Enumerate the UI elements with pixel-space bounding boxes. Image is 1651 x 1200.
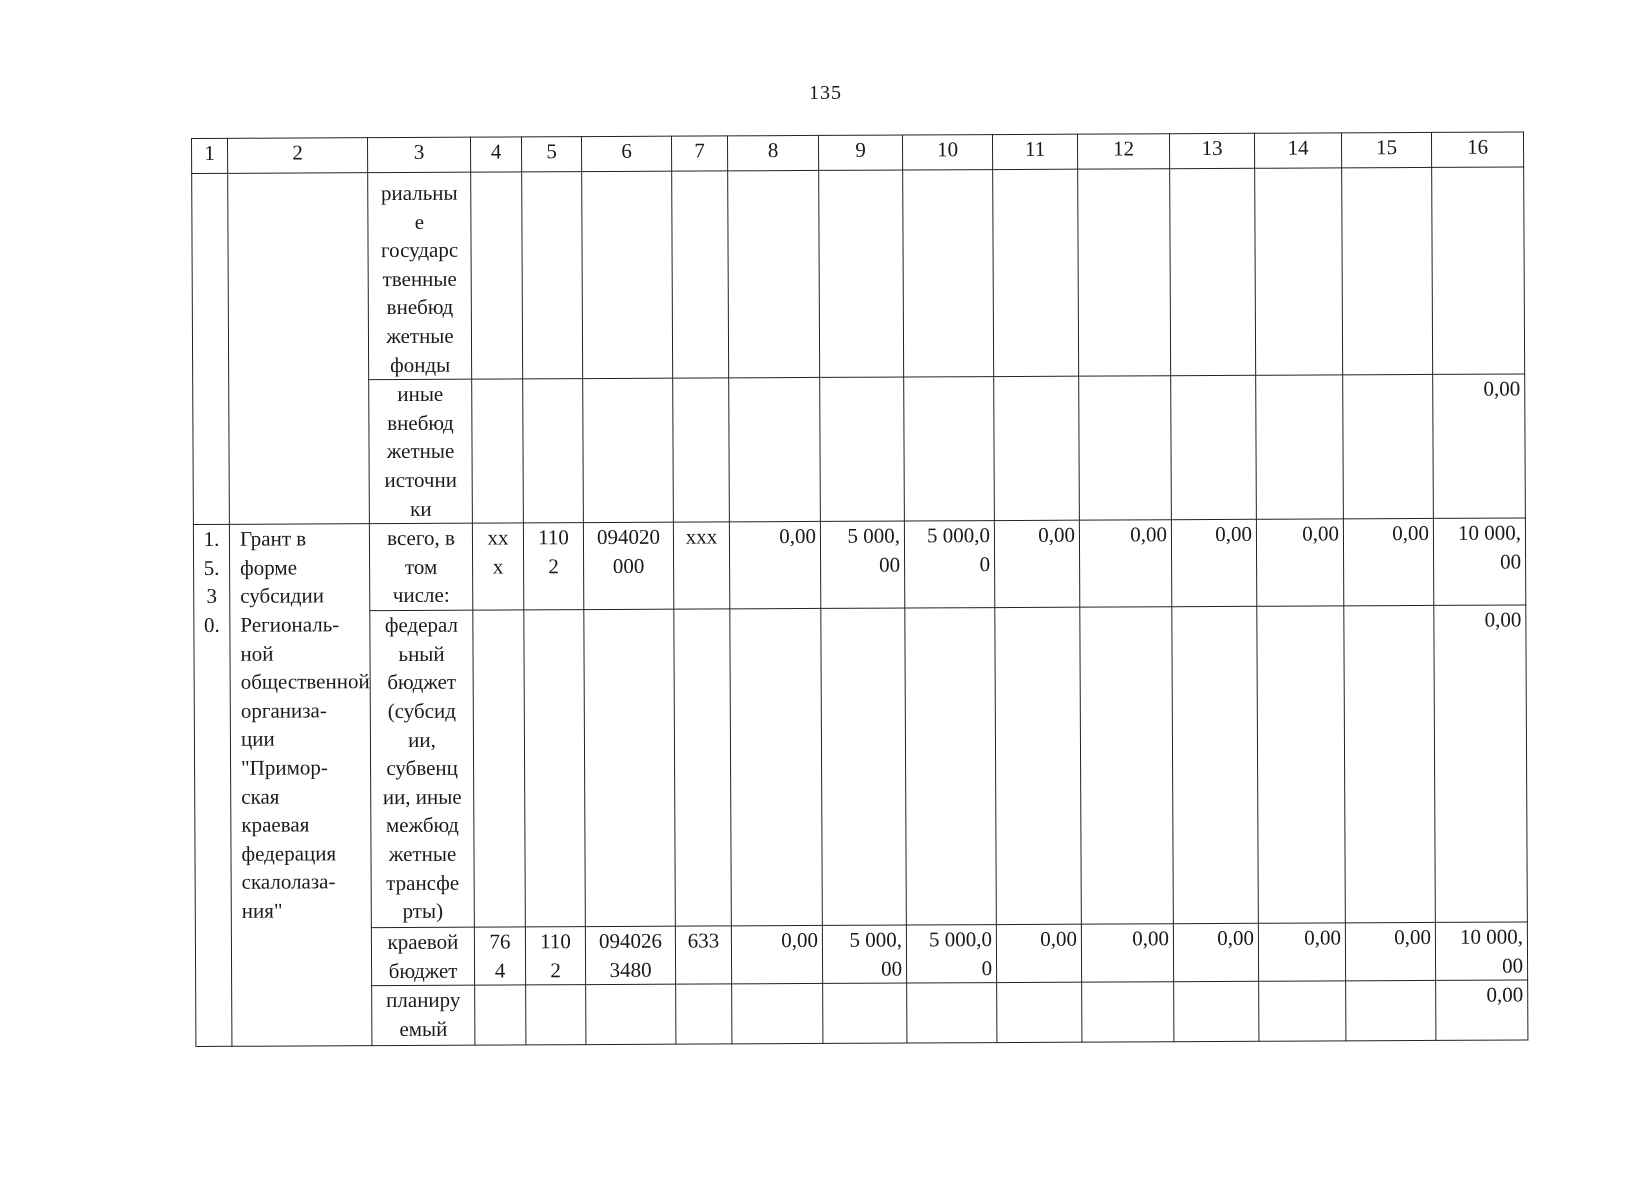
- table-row: [193, 518, 1525, 612]
- code-cell: 633: [675, 926, 731, 984]
- code-cell: ххх: [673, 522, 729, 609]
- amount-cell: 5 000,0 0: [904, 521, 994, 608]
- cell-name-empty: [228, 173, 370, 525]
- amount-cell: 0,00: [1081, 924, 1173, 983]
- header-cell: 6: [582, 136, 672, 171]
- table-row: [195, 922, 1527, 987]
- item-name: Грант в форме субсидии Региональ- ной общественной организа- ции "Примор- ская краевая федерация скалолаза- ния": [229, 524, 372, 1047]
- code-cell: 094026 3480: [585, 926, 675, 985]
- source-cell: иные внебюд жетные источни ки: [369, 379, 473, 524]
- amount-cell: 10 000, 00: [1433, 518, 1525, 605]
- header-cell: 10: [903, 135, 993, 170]
- code-cell: 76 4: [474, 927, 525, 985]
- header-cell: 8: [728, 135, 819, 170]
- header-cell: 5: [522, 137, 582, 172]
- table-row: [193, 374, 1526, 525]
- item-number: 1. 5. 3 0.: [193, 524, 232, 1046]
- amount-cell: 0,00: [994, 520, 1079, 607]
- header-cell: 16: [1432, 132, 1524, 167]
- header-cell: 14: [1255, 133, 1342, 168]
- header-cell: 4: [471, 137, 522, 172]
- header-cell: 12: [1078, 134, 1170, 169]
- amount-cell: 0,00: [1256, 519, 1343, 606]
- cell-number-empty: [192, 173, 230, 524]
- code-cell: хх х: [472, 523, 523, 610]
- table-row: [196, 980, 1528, 1047]
- table-row: [194, 605, 1528, 929]
- amount-cell: 0,00: [1079, 520, 1171, 607]
- amount-cell: 5 000, 00: [822, 925, 906, 984]
- header-cell: 11: [993, 134, 1078, 169]
- source-cell: федерал ьный бюджет (субсид ии, субвенц ии, иные межбюд жетные трансфе рты): [370, 610, 475, 927]
- source-cell: краевой бюджет: [371, 927, 474, 986]
- amount-cell: 10 000, 00: [1435, 922, 1527, 981]
- source-cell: планиру емый: [372, 985, 475, 1046]
- amount-cell: 0,00: [1171, 519, 1256, 606]
- header-cell: 7: [672, 136, 728, 171]
- amount-cell: 0,00: [1433, 374, 1526, 518]
- table-row: [192, 167, 1525, 381]
- budget-table: [191, 131, 1528, 1047]
- amount-cell: 0,00: [729, 522, 820, 609]
- code-cell: 094020 000: [583, 522, 673, 609]
- amount-cell: 0,00: [731, 926, 822, 985]
- header-cell: 2: [228, 138, 368, 174]
- code-cell: 110 2: [525, 927, 585, 985]
- header-cell: 9: [819, 135, 903, 170]
- amount-cell: 0,00: [1258, 923, 1345, 982]
- source-cell: риальны е государс твенные внебюд жетные фонды: [368, 172, 472, 380]
- amount-cell: 5 000,0 0: [906, 925, 996, 984]
- amount-cell: 5 000, 00: [820, 521, 904, 608]
- header-cell: 13: [1170, 133, 1255, 168]
- amount-cell: 0,00: [1343, 519, 1433, 606]
- amount-cell: 0,00: [996, 924, 1081, 983]
- code-cell: 110 2: [523, 523, 583, 610]
- amount-cell: 0,00: [1434, 605, 1528, 922]
- page-number: 135: [809, 82, 842, 104]
- amount-cell: 0,00: [1173, 923, 1258, 982]
- header-cell: 1: [192, 138, 228, 173]
- header-cell: 3: [368, 137, 471, 173]
- source-cell: всего, в том числе:: [369, 523, 472, 611]
- header-cell: 15: [1342, 132, 1432, 167]
- amount-cell: 0,00: [1345, 923, 1435, 982]
- amount-cell: 0,00: [1436, 980, 1528, 1040]
